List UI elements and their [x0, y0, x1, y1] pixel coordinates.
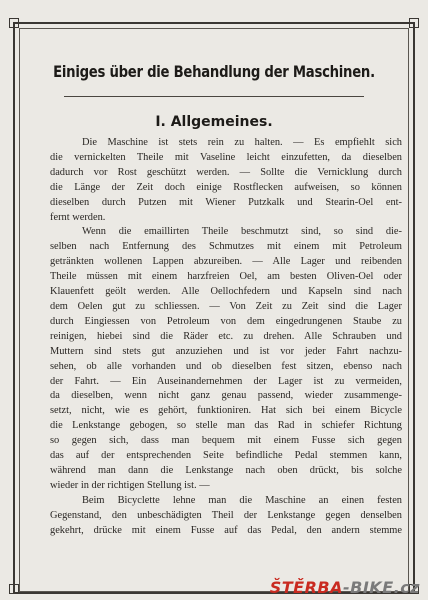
text-line: das auf der entsprechenden Seite befindliche Pedal stemmen kann,: [50, 450, 402, 462]
text-line: die Länge der Zeit doch einige Rostflecken aufweisen, so können: [50, 181, 402, 193]
text-line: sehen, ob alle vorhanden und ob dieselben fest sitzen, ebenso nach: [50, 360, 402, 372]
text-line: setzt, nicht, wie es gehört, funktioniren. Hat sich bei einem Bicycle: [50, 405, 402, 417]
watermark-brand-part1: ŠTĚRBA: [269, 578, 343, 597]
text-line: Muttern sind stets gut anzuziehen und ist vor jeder Fahrt nachzu-: [50, 345, 402, 357]
text-line: Klauenfett geölt werden. Alle Oellochfedern und Kapseln sind nach: [50, 286, 402, 298]
paragraph: [50, 136, 402, 225]
text-line: die Lenkstange gebogen, so stelle man das Rad in schiefer Richtung: [50, 420, 402, 432]
text-line: der Fahrt. — Ein Auseinandernehmen der Lager ist zu vermeiden,: [50, 375, 402, 387]
paragraph: [50, 494, 402, 539]
document-title: Einiges über die Behandlung der Maschinen.: [53, 62, 375, 81]
text-line: Die Maschine ist stets rein zu halten. — Es empfiehlt sich: [82, 137, 402, 148]
text-line: getränkten wollenen Lappen abzureiben. — Alle Lager und reibenden: [50, 256, 402, 268]
text-line: gekehrt, drücke mit einem Fusse auf das Pedal, den andern stemme: [50, 524, 402, 536]
text-line: Beim Bicyclette lehne man die Maschine an einen festen: [82, 494, 402, 506]
section-heading: I. Allgemeines.: [155, 114, 273, 130]
text-line: da dieselben, wenn nicht ganz genau passend, wieder zusammenge-: [50, 390, 402, 402]
text-line: Wenn die emaillirten Theile beschmutzt sind, so sind die-: [82, 226, 402, 238]
text-line: die vernickelten Theile mit Vaseline leicht einzufetten, da dieselben: [50, 151, 402, 163]
site-watermark: [270, 578, 420, 597]
title-divider: [64, 96, 364, 97]
paragraph: [50, 225, 402, 493]
border-corner-ornament: [409, 18, 419, 28]
text-line: dem Oelen gut zu schliessen. — Von Zeit zu Zeit sind die Lager: [50, 300, 402, 312]
text-line: durch Eingiessen von Petroleum von dem eingedrungenen Staube zu: [50, 315, 402, 327]
text-line: während man dann die Lenkstange nach oben drückt, bis solche: [50, 464, 402, 476]
border-corner-ornament: [9, 18, 19, 28]
text-line: Theile müssen mit einem harzfreien Oel, am besten Oliven-Oel oder: [50, 271, 402, 283]
text-line: so gegen sich, dass man bequem mit einem Fusse sich gegen: [50, 435, 402, 447]
text-line: selben nach Entfernung des Schmutzes mit einem mit Petroleum: [50, 241, 402, 253]
text-line: Gegenstand, den unbeschädigten Theil der Lenkstange gegen denselben: [50, 509, 402, 521]
text-line: dadurch vor Rost geschützt werden. — Sollte die Vernicklung durch: [50, 166, 402, 178]
watermark-brand-part2: -BIKE.cz: [343, 578, 420, 597]
text-line: fernt werden.: [50, 211, 106, 223]
border-corner-ornament: [9, 584, 19, 594]
text-line: reinigen, hiebei sind die Räder etc. zu drehen. Alle Schrauben und: [50, 330, 402, 342]
document-body: [50, 136, 402, 538]
text-line: wieder in der richtigen Stellung ist. —: [50, 479, 210, 491]
text-line: dieselben durch Putzen mit Wiener Putzkalk und Stearin-Oel ent-: [50, 196, 402, 208]
